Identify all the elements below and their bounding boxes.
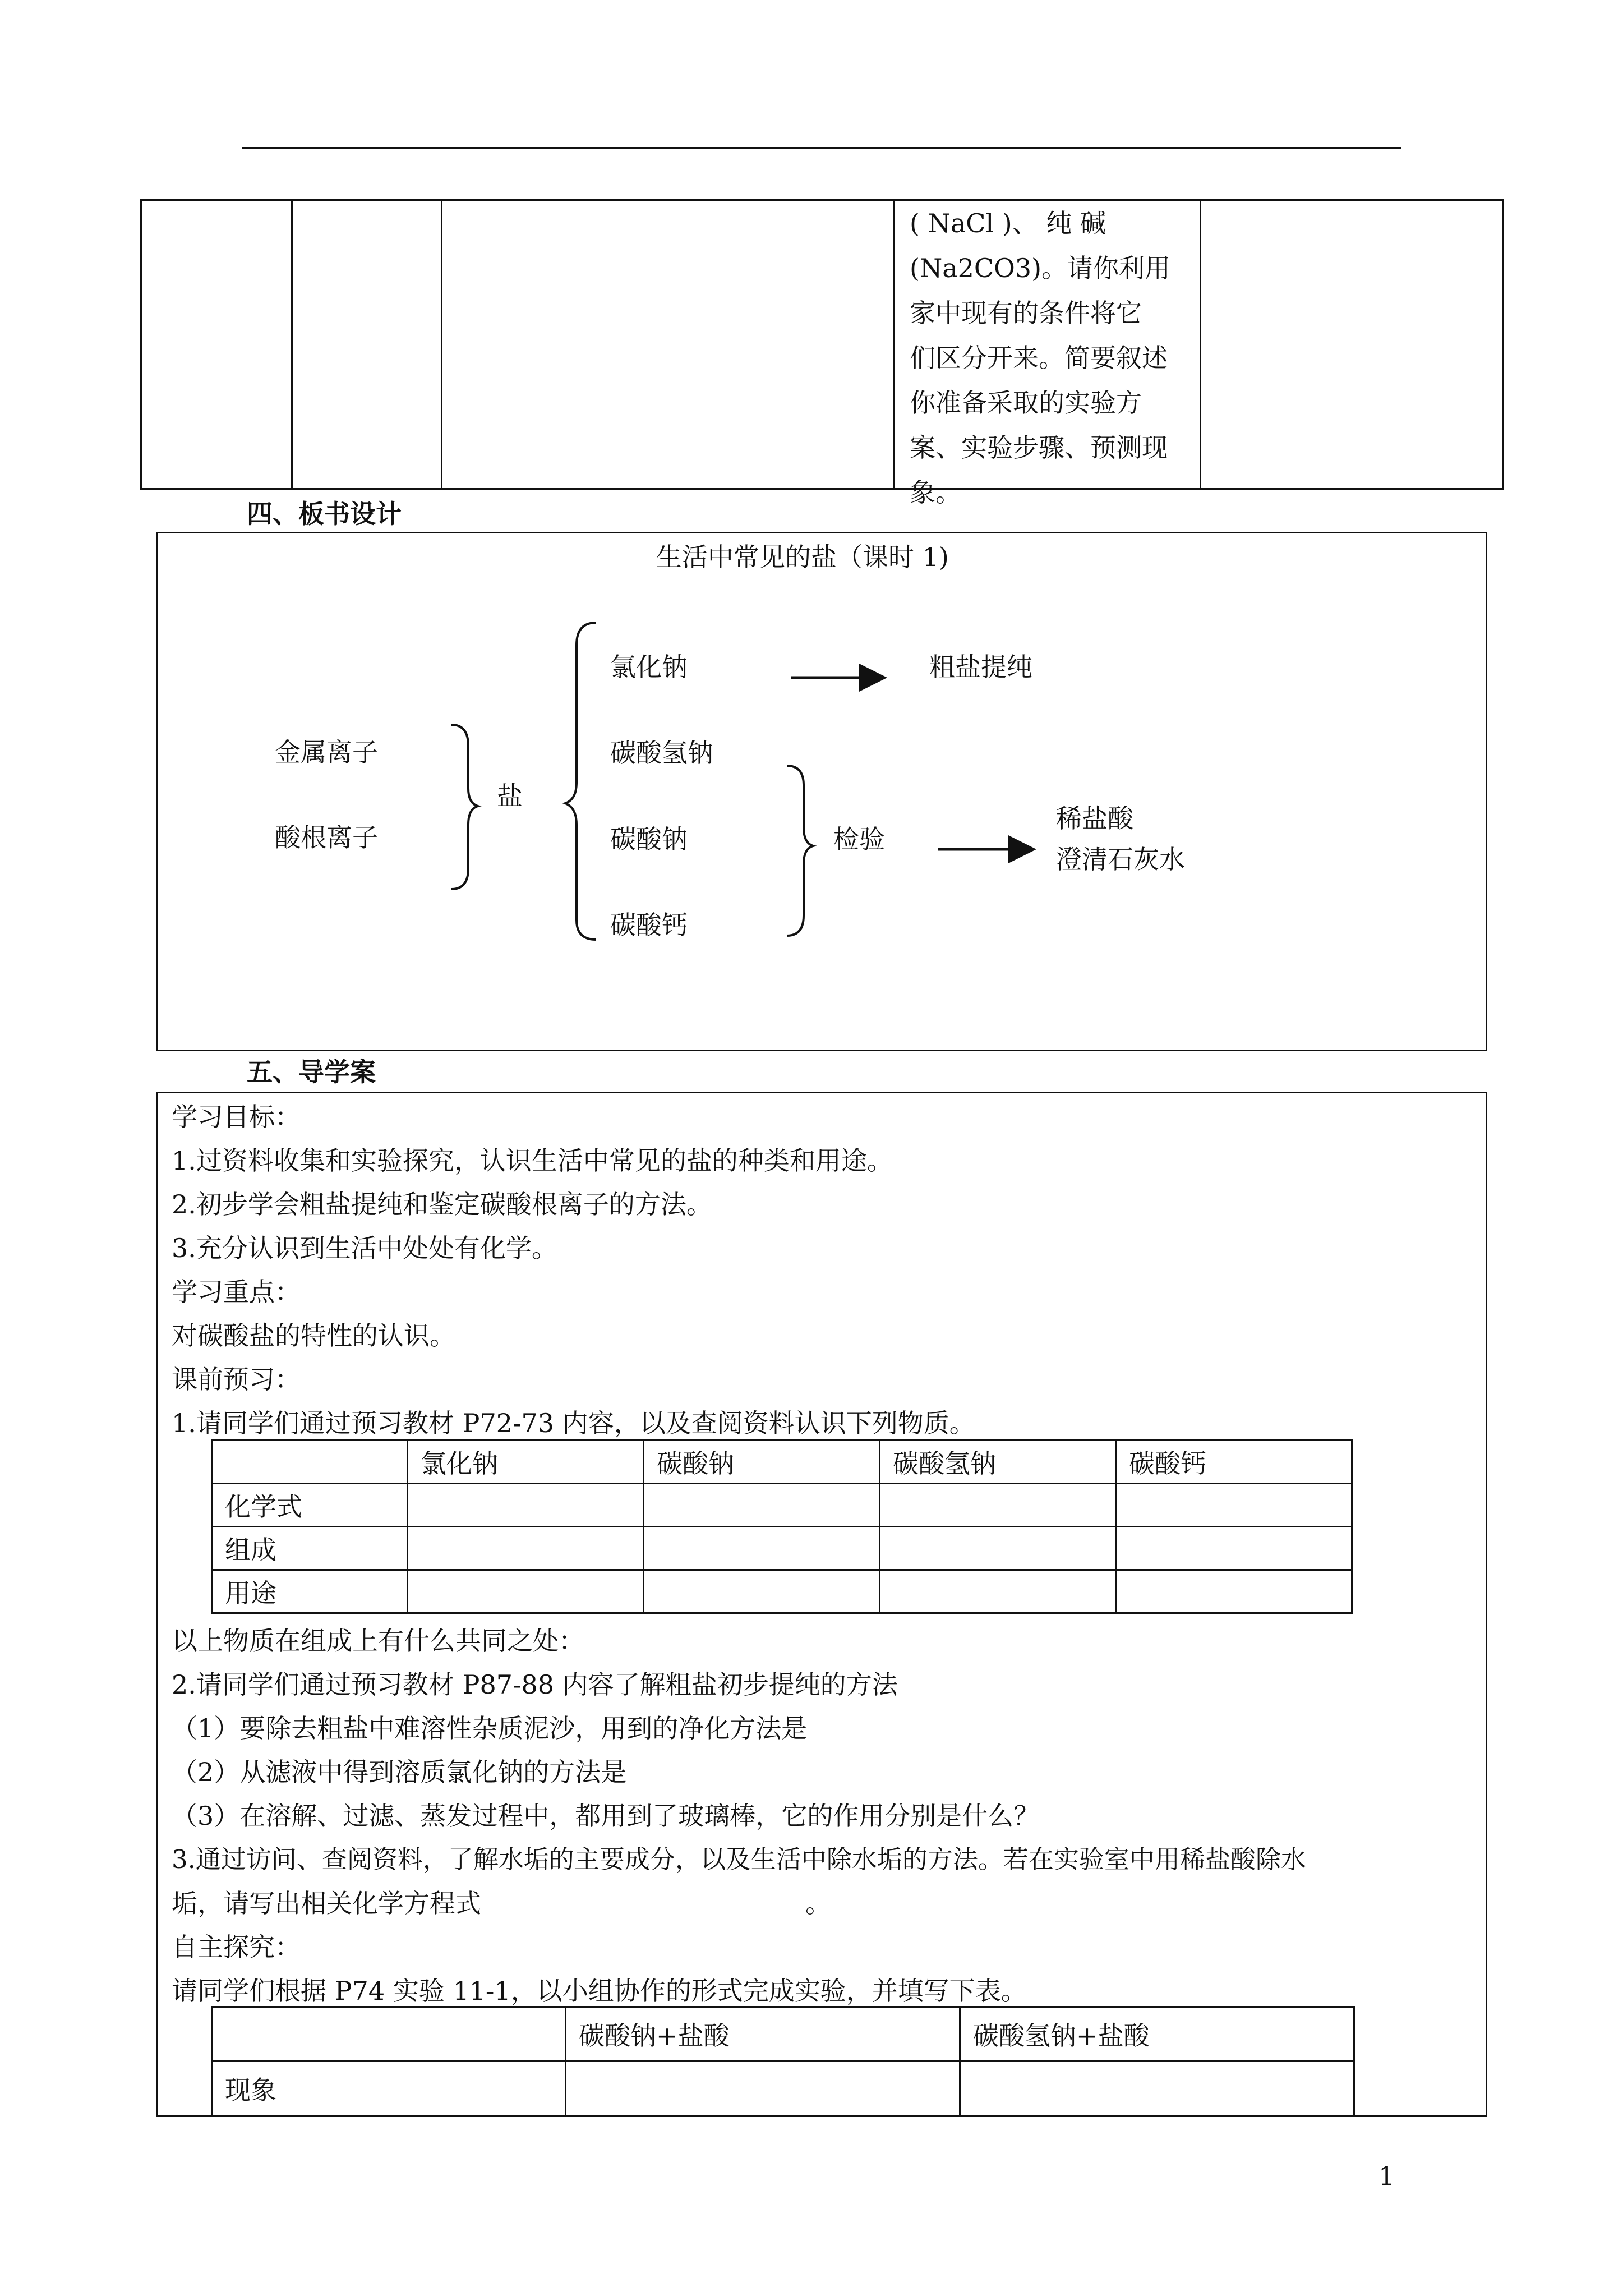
explore-title: 自主探究： bbox=[172, 1932, 301, 1962]
cell-line: ( NaCl )、 纯 碱 bbox=[910, 208, 1106, 238]
board-reagent: 澄清石灰水 bbox=[1056, 844, 1185, 875]
table-cell[interactable] bbox=[644, 1484, 880, 1527]
table-cell: 氯化钠 bbox=[408, 1441, 644, 1484]
table-cell[interactable] bbox=[408, 1570, 644, 1613]
board-salt-item: 碳酸钠 bbox=[610, 824, 688, 854]
table-cell: 碳酸钠 bbox=[644, 1441, 880, 1484]
preview-title: 课前预习： bbox=[172, 1364, 301, 1395]
preview-q1: 1.请同学们通过预习教材 P72-73 内容，以及查阅资料认识下列物质。 bbox=[172, 1408, 975, 1438]
table-cell: 碳酸钠+盐酸 bbox=[566, 2007, 960, 2062]
brace-salts bbox=[565, 623, 596, 940]
table-row bbox=[212, 2062, 1354, 2116]
focus-text: 对碳酸盐的特性的认识。 bbox=[172, 1320, 455, 1351]
focus-title: 学习重点： bbox=[172, 1277, 301, 1307]
board-center-label: 盐 bbox=[497, 781, 523, 811]
preview-q3-end: 。 bbox=[805, 1888, 831, 1918]
experiment-table bbox=[211, 2006, 1355, 2116]
cell-line: 象。 bbox=[910, 477, 961, 508]
table-row bbox=[212, 1527, 1352, 1570]
table-cell[interactable] bbox=[408, 1484, 644, 1527]
table-row bbox=[212, 1570, 1352, 1613]
goal-item: 3.充分认识到生活中处处有化学。 bbox=[172, 1233, 557, 1263]
board-arrow1-target: 粗盐提纯 bbox=[929, 652, 1032, 682]
table-header-row bbox=[212, 1441, 1352, 1484]
cell-line: 家中现有的条件将它 bbox=[910, 298, 1142, 328]
brace-carbonates bbox=[787, 766, 813, 936]
preview-q3-line2: 垢，请写出相关化学方程式 bbox=[172, 1888, 481, 1918]
board-salt-item: 碳酸钙 bbox=[610, 910, 688, 940]
goals-title: 学习目标： bbox=[172, 1102, 301, 1132]
board-left-item: 酸根离子 bbox=[275, 822, 378, 853]
table-row-label: 用途 bbox=[212, 1570, 408, 1613]
preview-q3-line1: 3.通过访问、查阅资料，了解水垢的主要成分，以及生活中除水垢的方法。若在实验室中用稀盐酸除水 bbox=[172, 1844, 1306, 1874]
table-cell: 碳酸氢钠 bbox=[880, 1441, 1116, 1484]
substances-table bbox=[211, 1439, 1353, 1614]
brace-ions bbox=[451, 725, 478, 889]
table-cell[interactable] bbox=[1116, 1527, 1352, 1570]
q2-item: （1）要除去粗盐中难溶性杂质泥沙，用到的净化方法是 bbox=[172, 1713, 808, 1743]
common-question: 以上物质在组成上有什么共同之处： bbox=[172, 1626, 584, 1656]
table-cell[interactable] bbox=[880, 1527, 1116, 1570]
table-cell[interactable] bbox=[960, 2062, 1354, 2116]
table-cell[interactable] bbox=[1116, 1484, 1352, 1527]
explore-text: 请同学们根据 P74 实验 11-1，以小组协作的形式完成实验，并填写下表。 bbox=[172, 1976, 1027, 2006]
table-cell[interactable] bbox=[644, 1527, 880, 1570]
board-salt-item: 碳酸氢钠 bbox=[610, 738, 713, 768]
table-cell[interactable] bbox=[408, 1527, 644, 1570]
table-cell[interactable] bbox=[1116, 1570, 1352, 1613]
table-row-label: 现象 bbox=[212, 2062, 566, 2116]
board-diagram-lines bbox=[0, 0, 1623, 1066]
goal-item: 2.初步学会粗盐提纯和鉴定碳酸根离子的方法。 bbox=[172, 1189, 712, 1220]
table-header-row bbox=[212, 2007, 1354, 2062]
table-cell: 碳酸氢钠+盐酸 bbox=[960, 2007, 1354, 2062]
table-cell[interactable] bbox=[880, 1570, 1116, 1613]
q2-item: （3）在溶解、过滤、蒸发过程中，都用到了玻璃棒，它的作用分别是什么？ bbox=[172, 1801, 1040, 1831]
cell-line: 你准备采取的实验方 bbox=[910, 388, 1142, 418]
table-cell[interactable] bbox=[880, 1484, 1116, 1527]
table-row bbox=[212, 1484, 1352, 1527]
table-cell: 碳酸钙 bbox=[1116, 1441, 1352, 1484]
cell-line: (Na2CO3)。请你利用 bbox=[910, 253, 1171, 283]
board-salt-item: 氯化钠 bbox=[610, 652, 688, 682]
section4-heading: 四、板书设计 bbox=[247, 499, 402, 529]
cell-line: 们区分开来。简要叙述 bbox=[910, 343, 1168, 373]
table-cell[interactable] bbox=[644, 1570, 880, 1613]
page-number: 1 bbox=[1378, 2161, 1395, 2191]
board-test-label: 检验 bbox=[833, 824, 885, 854]
section5-heading: 五、导学案 bbox=[247, 1057, 376, 1087]
q2-item: （2）从滤液中得到溶质氯化钠的方法是 bbox=[172, 1757, 627, 1787]
board-reagent: 稀盐酸 bbox=[1056, 803, 1133, 834]
table-cell bbox=[212, 1441, 408, 1484]
preview-q2: 2.请同学们通过预习教材 P87-88 内容了解粗盐初步提纯的方法 bbox=[172, 1669, 898, 1700]
table-cell bbox=[212, 2007, 566, 2062]
table-row-label: 组成 bbox=[212, 1527, 408, 1570]
cell-line: 案、实验步骤、预测现 bbox=[910, 432, 1168, 463]
goal-item: 1.过资料收集和实验探究，认识生活中常见的盐的种类和用途。 bbox=[172, 1145, 893, 1176]
table-cell[interactable] bbox=[566, 2062, 960, 2116]
board-left-item: 金属离子 bbox=[275, 737, 378, 767]
board-title: 生活中常见的盐（课时 1) bbox=[656, 542, 949, 572]
table-row-label: 化学式 bbox=[212, 1484, 408, 1527]
